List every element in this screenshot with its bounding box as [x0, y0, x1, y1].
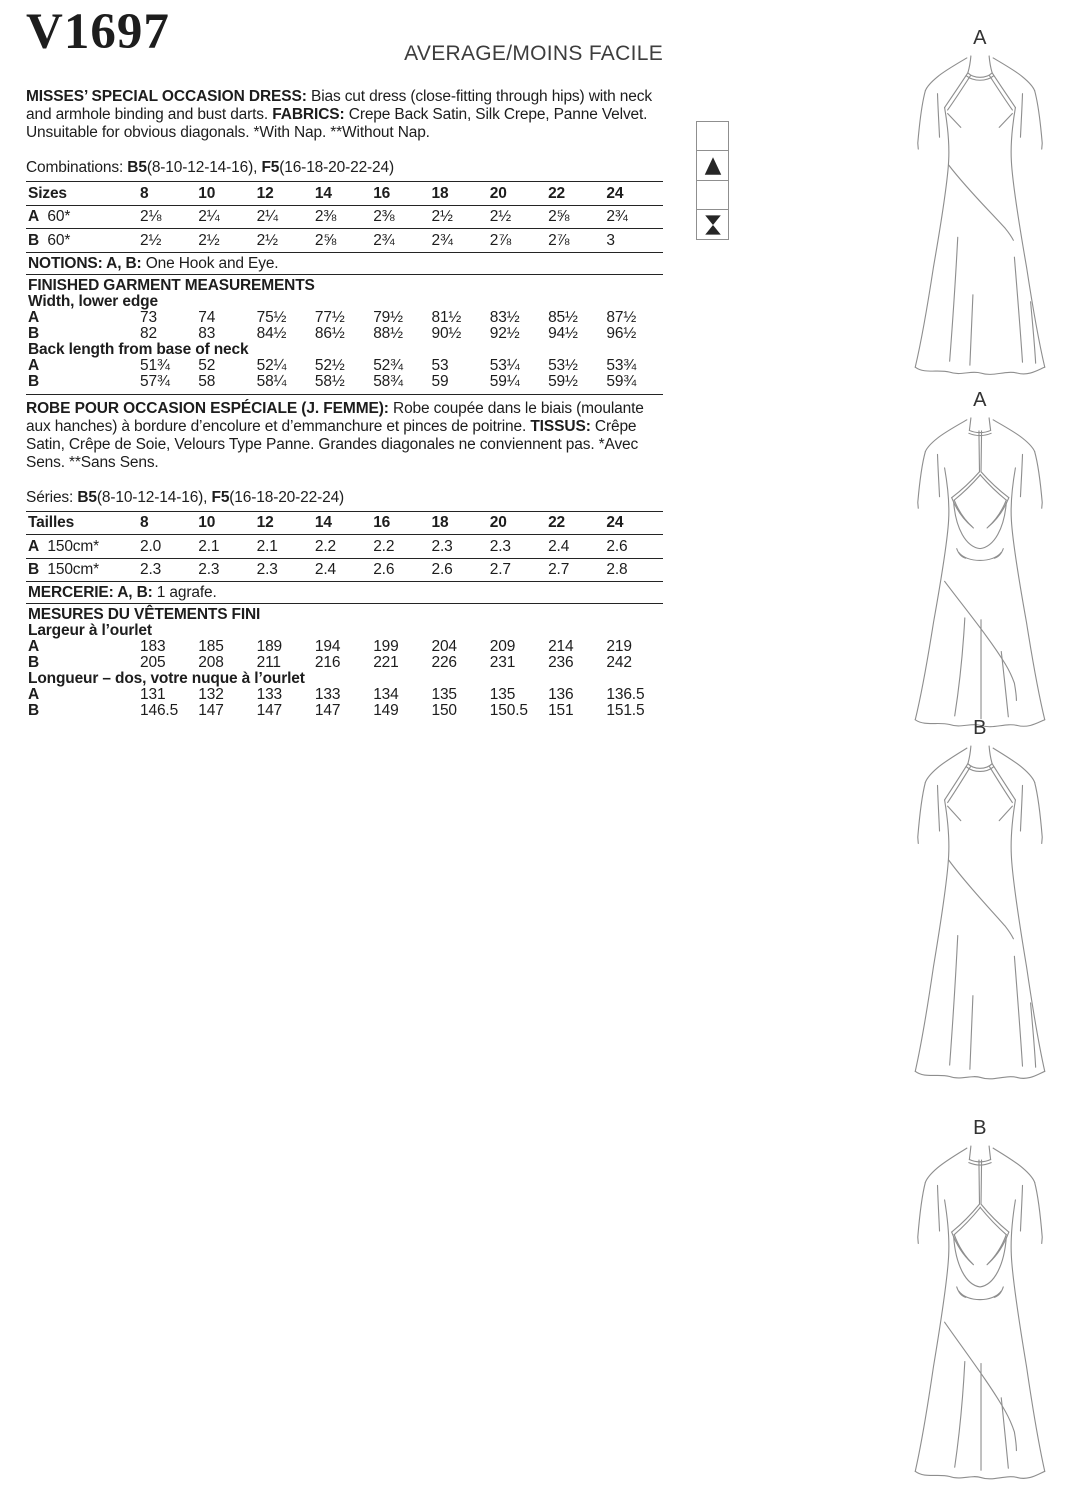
english-finished-measurements	[26, 278, 663, 395]
row-label	[28, 208, 140, 226]
table-cell: 83	[198, 324, 216, 342]
table-cell: 2.3	[489, 537, 511, 555]
table-cell: 131	[140, 686, 166, 703]
table-cell: 92½	[489, 324, 520, 342]
table-cell: 90½	[431, 324, 462, 342]
table-cell: 2.3	[140, 561, 162, 578]
table-cell: 2.8	[606, 561, 628, 578]
table-row	[26, 374, 663, 390]
table-cell: 2⅛	[140, 208, 162, 225]
table-cell: 2.1	[256, 537, 278, 555]
table-cell: 18	[431, 514, 449, 531]
table-cell: 2½	[431, 208, 453, 225]
table-cell: 53¼	[489, 356, 520, 374]
table-cell: 150	[431, 702, 457, 719]
difficulty-rating: AVERAGE/MOINS FACILE	[404, 42, 663, 65]
table-cell: 81½	[431, 308, 462, 326]
table-cell: 14	[314, 184, 332, 202]
table-cell: 132	[198, 686, 224, 703]
table-cell: 77½	[314, 308, 345, 326]
table-cell: 2¾	[606, 208, 628, 225]
table-cell: 84½	[256, 324, 287, 342]
table-cell: 16	[373, 184, 391, 202]
sizes-header-label: Sizes	[28, 184, 67, 202]
table-row	[26, 326, 663, 342]
table-cell: 2.4	[314, 561, 336, 578]
english-combinations	[26, 159, 663, 177]
table-cell: 2⅜	[373, 208, 395, 225]
table-cell: 147	[314, 702, 341, 719]
view-letter: B	[28, 231, 40, 249]
table-cell: 236	[548, 654, 574, 671]
table-cell: 135	[489, 686, 516, 703]
table-cell: 2.2	[373, 537, 395, 555]
fabric-width: 150cm*	[47, 561, 100, 578]
table-cell: 194	[314, 638, 341, 655]
view-letter: B	[28, 561, 40, 578]
table-cell: 2.1	[198, 537, 220, 555]
table-cell: 3	[606, 231, 615, 249]
table-cell: 2⅝	[314, 231, 337, 249]
english-description-label: MISSES’ SPECIAL OCCASION DRESS:	[26, 88, 307, 105]
table-cell: 2.4	[548, 537, 570, 555]
table-cell: 52¾	[373, 356, 403, 374]
table-cell: 94½	[548, 324, 578, 342]
table-cell: 2.2	[314, 537, 336, 555]
with-nap-triangle-icon	[696, 150, 729, 181]
figure-label: B	[973, 1117, 987, 1139]
table-cell: 53¾	[606, 356, 637, 374]
english-fabrics-label: FABRICS:	[272, 106, 345, 123]
figure-label: A	[973, 389, 987, 411]
combo-f5: F5	[211, 488, 230, 506]
table-cell: 10	[198, 514, 216, 531]
table-cell: 52¼	[256, 356, 287, 374]
row-label	[28, 538, 140, 556]
table-cell: 219	[606, 638, 632, 655]
french-fabrics-label: TISSUS:	[530, 417, 591, 435]
notions-text: One Hook and Eye.	[141, 254, 279, 272]
view-letter: B	[28, 372, 40, 390]
table-cell: 51¾	[140, 356, 170, 374]
table-cell: 185	[198, 638, 224, 655]
view-letter: A	[28, 356, 40, 374]
table-cell: 22	[548, 184, 566, 202]
table-cell: 73	[140, 308, 157, 326]
french-fabrics-text: Crêpe Satin, Crêpe de Soie, Velours Type Panne. Grandes diagonales ne conviennent pas. *Avec Sens. **Sans Sens.	[26, 417, 639, 471]
table-cell: 2⅞	[489, 231, 512, 249]
french-finished-measurements	[26, 607, 663, 719]
table-cell: 59½	[548, 372, 578, 390]
row-label	[28, 232, 140, 250]
combo-b5: B5	[77, 488, 97, 506]
table-cell: 2⅞	[548, 231, 570, 249]
text-column	[26, 6, 663, 719]
section-heading: Width, lower edge	[28, 292, 158, 310]
english-description	[26, 88, 663, 142]
table-cell: 147	[198, 702, 224, 719]
table-cell: 12	[256, 184, 274, 202]
view-letter: A	[28, 208, 40, 225]
table-cell: 2½	[256, 231, 278, 249]
table-cell: 2½	[489, 208, 512, 225]
table-cell: 59¼	[489, 372, 520, 390]
view-letter: A	[28, 537, 40, 555]
notions-label: NOTIONS: A, B:	[28, 254, 142, 272]
table-cell: 205	[140, 654, 166, 671]
table-cell: 2½	[198, 231, 220, 249]
table-cell: 151.5	[606, 702, 645, 719]
section-heading: Largeur à l’ourlet	[28, 622, 152, 639]
english-yardage-table	[26, 181, 663, 275]
figure-view-a-back	[880, 390, 1080, 738]
table-cell: 58	[198, 372, 216, 390]
table-cell: 183	[140, 638, 166, 655]
table-cell: 58¾	[373, 372, 403, 390]
table-cell: 88½	[373, 324, 403, 342]
table-cell: 135	[431, 686, 457, 703]
table-cell: 231	[489, 654, 516, 671]
notions-row	[26, 253, 663, 275]
table-row	[26, 639, 663, 655]
combo-b5-sizes: (8-10-12-14-16),	[96, 488, 212, 506]
table-cell: 2.6	[606, 537, 628, 555]
table-row	[26, 229, 663, 253]
table-cell: 79½	[373, 308, 403, 326]
notions-row	[26, 582, 663, 604]
table-row	[26, 655, 663, 671]
table-cell: 136.5	[606, 686, 645, 703]
french-description-text: Robe coupée dans le biais (moulante aux hanches) à bordure d’encolure et d’emmanchure et pinces de poitrine.	[26, 399, 644, 435]
table-cell: 82	[140, 324, 157, 342]
french-yardage-table	[26, 511, 663, 605]
symbol-box-blank	[696, 121, 729, 152]
table-row	[26, 310, 663, 326]
table-cell: 2⅝	[548, 208, 570, 225]
combo-f5: F5	[261, 159, 280, 176]
table-cell: 204	[431, 638, 457, 655]
view-letter: A	[28, 686, 40, 703]
pattern-number: V1697	[26, 4, 170, 60]
table-row	[26, 358, 663, 374]
finished-title: MESURES DU VÊTEMENTS FINI	[28, 606, 261, 623]
figure-label: B	[973, 717, 987, 739]
table-cell: 2.0	[140, 537, 162, 555]
table-cell: 199	[373, 638, 399, 655]
table-header-row	[26, 181, 663, 206]
dress-back-drawing	[894, 416, 1066, 738]
table-cell: 214	[548, 638, 574, 655]
table-cell: 74	[198, 308, 216, 326]
table-cell: 85½	[548, 308, 578, 326]
table-cell: 96½	[606, 324, 637, 342]
table-row	[26, 703, 663, 719]
table-cell: 2.3	[198, 561, 220, 578]
table-cell: 75½	[256, 308, 287, 326]
table-cell: 59¾	[606, 372, 637, 390]
english-fabrics-text: Crepe Back Satin, Silk Crepe, Panne Velvet. Unsuitable for obvious diagonals. *With Nap. **Without Nap.	[26, 106, 648, 141]
table-cell: 20	[489, 184, 507, 202]
table-cell: 10	[198, 184, 216, 202]
figure-view-a-front	[880, 28, 1080, 386]
table-cell: 2.6	[373, 561, 395, 578]
table-cell: 8	[140, 184, 149, 202]
table-cell: 2⅜	[314, 208, 337, 225]
notions-label: MERCERIE: A, B:	[28, 584, 153, 601]
table-row	[26, 535, 663, 559]
table-cell: 2¼	[256, 208, 278, 225]
english-description-text: Bias cut dress (close-fitting through hips) with neck and armhole binding and bust darts.	[26, 88, 652, 123]
table-cell: 226	[431, 654, 457, 671]
view-letter: A	[28, 308, 40, 326]
view-letter: B	[28, 654, 40, 671]
table-cell: 20	[489, 514, 507, 531]
table-cell: 16	[373, 514, 391, 531]
fabric-width: 60*	[47, 231, 71, 249]
table-cell: 2½	[140, 231, 162, 249]
table-cell: 134	[373, 686, 399, 703]
table-cell: 2.6	[431, 561, 453, 578]
finished-title: FINISHED GARMENT MEASUREMENTS	[28, 276, 315, 294]
table-header-row	[26, 511, 663, 536]
sizes-header-label: Tailles	[28, 514, 75, 531]
combo-f5-sizes: (16-18-20-22-24)	[279, 159, 395, 176]
combinations-label: Séries:	[26, 488, 78, 506]
table-row	[26, 206, 663, 230]
table-cell: 83½	[489, 308, 520, 326]
table-cell: 2¾	[373, 231, 395, 249]
table-cell: 2.7	[548, 561, 570, 578]
table-cell: 24	[606, 514, 624, 531]
table-cell: 133	[314, 686, 341, 703]
french-description-label: ROBE POUR OCCASION ESPÉCIALE (J. FEMME):	[26, 399, 389, 417]
table-cell: 58½	[314, 372, 345, 390]
row-label	[28, 561, 140, 579]
table-cell: 208	[198, 654, 224, 671]
french-description	[26, 400, 663, 472]
table-cell: 146.5	[140, 702, 179, 719]
table-cell: 151	[548, 702, 574, 719]
figure-view-b-front	[880, 718, 1080, 1091]
table-cell: 87½	[606, 308, 637, 326]
table-cell: 57¾	[140, 372, 170, 390]
table-row	[26, 559, 663, 583]
cutting-layout-symbols	[696, 121, 730, 240]
table-cell: 12	[256, 514, 274, 531]
table-cell: 2.3	[431, 537, 453, 555]
table-cell: 58¼	[256, 372, 287, 390]
symbol-box-blank	[696, 180, 729, 211]
table-cell: 149	[373, 702, 399, 719]
combo-b5: B5	[127, 159, 147, 176]
table-cell: 52½	[314, 356, 345, 374]
combo-f5-sizes: (16-18-20-22-24)	[229, 488, 345, 506]
table-cell: 14	[314, 514, 332, 531]
section-heading: Longueur – dos, votre nuque à l’ourlet	[28, 670, 305, 687]
figure-label: A	[973, 27, 987, 49]
section-heading: Back length from base of neck	[28, 340, 249, 358]
garment-illustrations	[880, 0, 1080, 1509]
table-cell: 211	[256, 654, 281, 671]
french-combinations	[26, 489, 663, 507]
combinations-label: Combinations:	[26, 159, 128, 176]
table-cell: 53	[431, 356, 449, 374]
combo-b5-sizes: (8-10-12-14-16),	[146, 159, 262, 176]
notions-text: 1 agrafe.	[152, 584, 217, 601]
table-cell: 209	[489, 638, 516, 655]
view-letter: B	[28, 702, 40, 719]
table-cell: 53½	[548, 356, 578, 374]
table-cell: 86½	[314, 324, 345, 342]
table-cell: 189	[256, 638, 283, 655]
table-cell: 2.3	[256, 561, 278, 578]
view-letter: B	[28, 324, 40, 342]
table-cell: 2¾	[431, 231, 453, 249]
table-cell: 242	[606, 654, 632, 671]
table-cell: 22	[548, 514, 566, 531]
table-cell: 133	[256, 686, 283, 703]
table-cell: 136	[548, 686, 574, 703]
figure-view-b-back	[880, 1118, 1080, 1491]
dress-back-drawing	[894, 1144, 1066, 1491]
table-cell: 2.7	[489, 561, 511, 578]
table-cell: 59	[431, 372, 449, 390]
table-cell: 52	[198, 356, 216, 374]
dress-front-drawing	[894, 54, 1066, 386]
dress-front-drawing	[894, 744, 1066, 1091]
table-row	[26, 687, 663, 703]
table-cell: 2¼	[198, 208, 220, 225]
view-letter: A	[28, 638, 40, 655]
table-cell: 147	[256, 702, 283, 719]
table-cell: 24	[606, 184, 624, 202]
table-cell: 150.5	[489, 702, 528, 719]
table-cell: 216	[314, 654, 341, 671]
fabric-width: 60*	[47, 208, 71, 225]
fabric-width: 150cm*	[47, 537, 100, 555]
table-cell: 8	[140, 514, 149, 531]
table-cell: 221	[373, 654, 399, 671]
table-cell: 18	[431, 184, 449, 202]
without-nap-hourglass-icon	[696, 209, 729, 240]
